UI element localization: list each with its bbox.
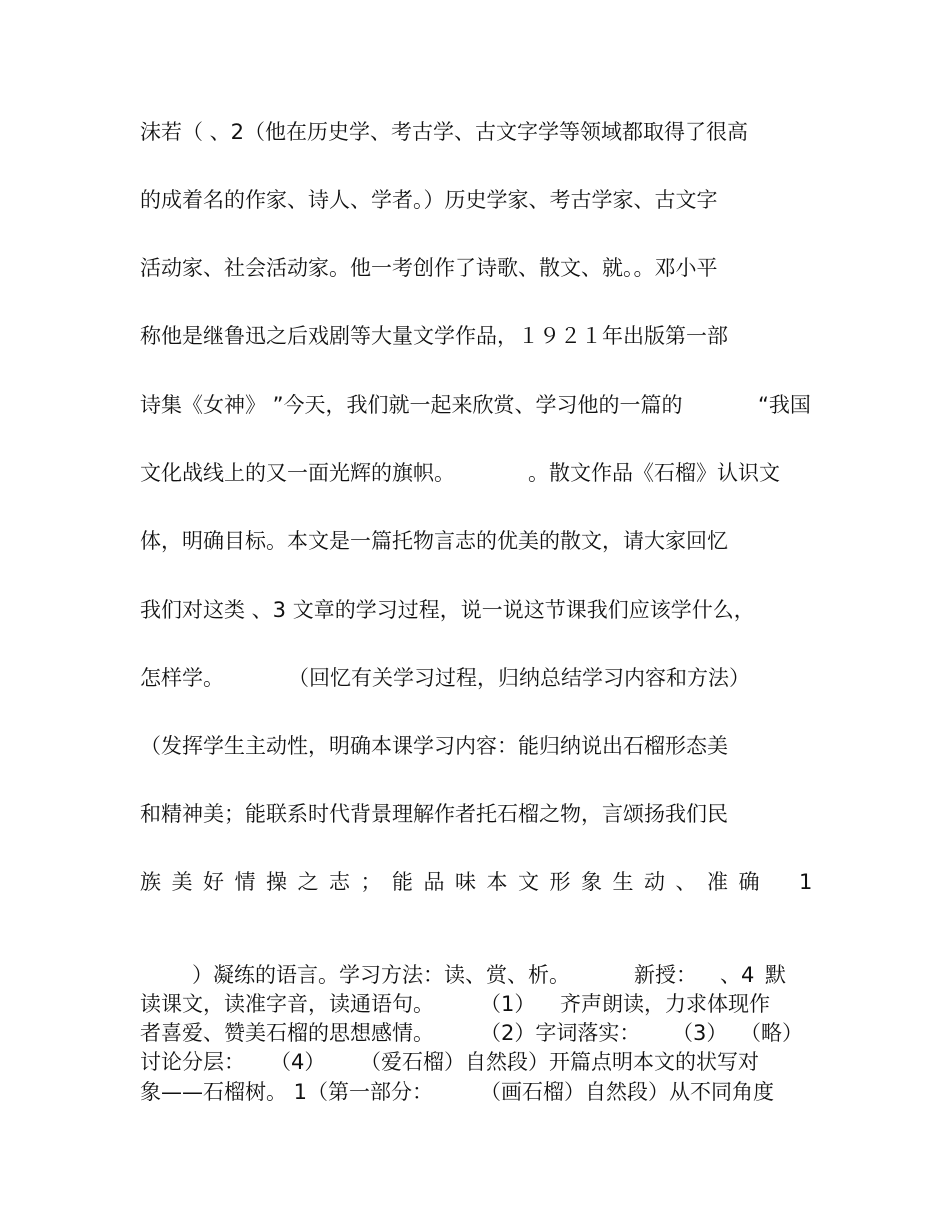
text-segment: 和精神美；能联系时代背景理解作者托石榴之物，言颂扬我们民 (140, 802, 728, 826)
text-segment: 我们对这类 、3 文章的学习过程，说一说这节课我们应该学什么， (140, 598, 755, 622)
text-segment: 的成着名的作家、诗人、学者。）历史学家、考古学家、古文字 (140, 188, 718, 212)
text-segment: 怎样学。 (140, 666, 224, 690)
text-segment: （回忆有关学习过程，归纳总结学习内容和方法） (288, 666, 750, 690)
text-segment: 象——石榴树。 1（第一部分： (140, 1080, 434, 1104)
text-segment: 活动家、社会活动家。他一考创作了诗歌、散文、就。。邓小平 (140, 256, 718, 280)
text-segment: （4） (270, 1050, 326, 1074)
text-segment: （1） (480, 992, 536, 1016)
text-segment: 、4 (720, 963, 755, 987)
text-segment: 体，明确目标。本文是一篇托物言志的优美的散文，请大家回忆 (140, 529, 728, 553)
text-segment: （发挥学生主动性，明确本课学习内容：能归纳说出石榴形态美 (140, 734, 728, 758)
text-segment: 称他是继鲁迅之后戏剧等大量文学作品，１９２１年出版第一部 (140, 324, 728, 348)
text-segment: 新授： (634, 963, 697, 987)
text-segment: （略） (740, 1021, 803, 1045)
text-segment: 沫若（ 、2（他在历史学、考古学、古文字学等领域都取得了很高 (140, 120, 749, 144)
text-segment: 讨论分层： (140, 1050, 245, 1074)
text-segment: 1 (799, 870, 813, 894)
text-segment: （画石榴）自然段）从不同角度 (480, 1080, 774, 1104)
text-segment: 族美好情操之志；能品味本文形象生动、准确 (140, 870, 770, 894)
text-segment: （2）字词落实： (480, 1021, 641, 1045)
text-segment: 者喜爱、赞美石榴的思想感情。 (140, 1021, 434, 1045)
text-segment: 齐声朗读，力求体现作 (560, 992, 770, 1016)
text-segment: “我国 (758, 393, 811, 417)
text-segment: 默 (765, 963, 786, 987)
text-segment: 诗集《女神》 ”今天，我们就一起来欣赏、学习他的一篇的 (140, 393, 683, 417)
text-segment: 文化战线上的又一面光辉的旗帜。 (140, 461, 455, 485)
text-segment: 读课文，读准字音，读通语句。 (140, 992, 434, 1016)
text-segment: （3） (672, 1021, 728, 1045)
text-segment: （爱石榴）自然段）开篇点明本文的状写对 (360, 1050, 759, 1074)
text-segment: ）凝练的语言。学习方法：读、赏、析。 (192, 963, 570, 987)
text-segment: 。散文作品《石榴》认识文 (528, 461, 780, 485)
